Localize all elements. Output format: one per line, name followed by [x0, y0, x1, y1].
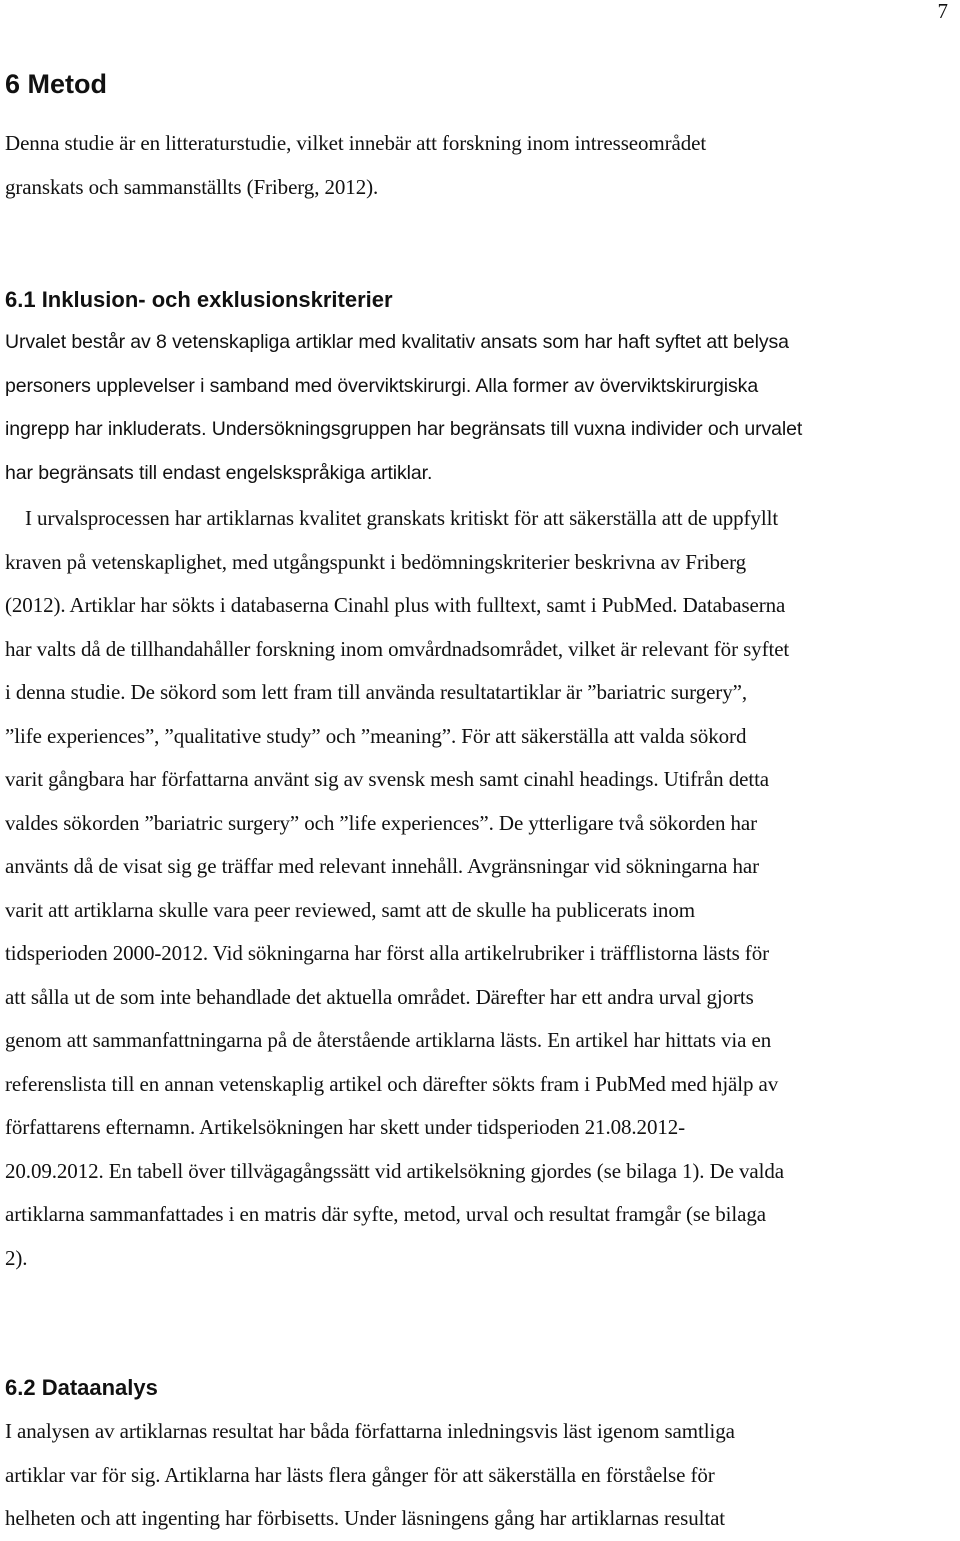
text-line: i denna studie. De sökord som lett fram till använda resultatartiklar är ”bariatric surgery”,	[5, 680, 747, 704]
intro-paragraph	[5, 122, 957, 209]
text-line: (2012). Artiklar har sökts i databaserna Cinahl plus with fulltext, samt i PubMed. Databaserna	[5, 593, 786, 617]
inklusion-paragraph-1	[5, 321, 957, 495]
text-line: referenslista till en annan vetenskaplig artikel och därefter sökts fram i PubMed med hjälp av	[5, 1071, 779, 1096]
text-line: författarens efternamn. Artikelsökningen har skett under tidsperioden 21.08.2012-	[5, 1115, 686, 1139]
text-line: har valts då de tillhandahåller forskning inom omvårdnadsområdet, vilket är relevant för syftet	[5, 636, 790, 661]
section-heading-inklusion: 6.1 Inklusion- och exklusionskriterier	[5, 287, 393, 312]
text-line: ”life experiences”, ”qualitative study” och ”meaning”. För att säkerställa att valda sökord	[5, 723, 747, 748]
text-line: att sålla ut de som inte behandlade det aktuella området. Därefter har ett andra urval gjorts	[5, 984, 754, 1009]
text-line: Denna studie är en litteraturstudie, vilket innebär att forskning inom intresseområdet	[5, 131, 707, 155]
text-line: granskats och sammanställts (Friberg, 2012).	[5, 174, 379, 199]
text-line: artiklar var för sig. Artiklarna har lästs flera gånger för att säkerställa en förståelse för	[5, 1462, 715, 1487]
text-line: varit att artiklarna skulle vara peer reviewed, samt att de skulle ha publicerats inom	[5, 897, 695, 922]
dataanalys-paragraph	[5, 1410, 957, 1541]
inklusion-paragraph-2	[5, 497, 957, 1280]
page-number: 7	[937, 0, 948, 23]
section-heading-dataanalys: 6.2 Dataanalys	[5, 1375, 158, 1400]
text-line: varit gångbara har författarna använt sig av svensk mesh samt cinahl headings. Utifrån detta	[5, 767, 770, 791]
text-line: genom att sammanfattningarna på de återstående artiklarna lästs. En artikel har hittats via en	[5, 1028, 772, 1052]
text-line: har begränsats till endast engelskspråkiga artiklar.	[5, 461, 433, 484]
text-line: använts då de visat sig ge träffar med relevant innehåll. Avgränsningar vid sökningarna har	[5, 854, 760, 878]
text-line: Urvalet består av 8 vetenskapliga artiklar med kvalitativ ansats som har haft syftet att belysa	[5, 331, 789, 353]
section-heading-metod: 6 Metod	[5, 69, 108, 99]
text-line: 2).	[5, 1245, 28, 1270]
text-line: I analysen av artiklarnas resultat har båda författarna inledningsvis läst igenom samtliga	[5, 1419, 735, 1443]
text-line: valdes sökorden ”bariatric surgery” och ”life experiences”. De ytterligare två sökorden har	[5, 810, 758, 835]
text-line: artiklarna sammanfattades i en matris där syfte, metod, urval och resultat framgår (se bilaga	[5, 1202, 766, 1226]
text-line: tidsperioden 2000-2012. Vid sökningarna har först alla artikelrubriker i träfflistorna lästs för	[5, 941, 769, 965]
text-line: helheten och att ingenting har förbisetts. Under läsningens gång har artiklarnas resultat	[5, 1506, 726, 1530]
text-line: I urvalsprocessen har artiklarnas kvalitet granskats kritiskt för att säkerställa att de uppfyllt	[25, 506, 779, 530]
text-line: ingrepp har inkluderats. Undersökningsgruppen har begränsats till vuxna individer och urvalet	[5, 418, 803, 440]
text-line: personers upplevelser i samband med överviktskirurgi. Alla former av överviktskirurgiska	[5, 374, 759, 397]
text-line: 20.09.2012. En tabell över tillvägagångssätt vid artikelsökning gjordes (se bilaga 1). De valda	[5, 1158, 784, 1183]
text-line: kraven på vetenskaplighet, med utgångspunkt i bedömningskriterier beskrivna av Friberg	[5, 549, 746, 574]
